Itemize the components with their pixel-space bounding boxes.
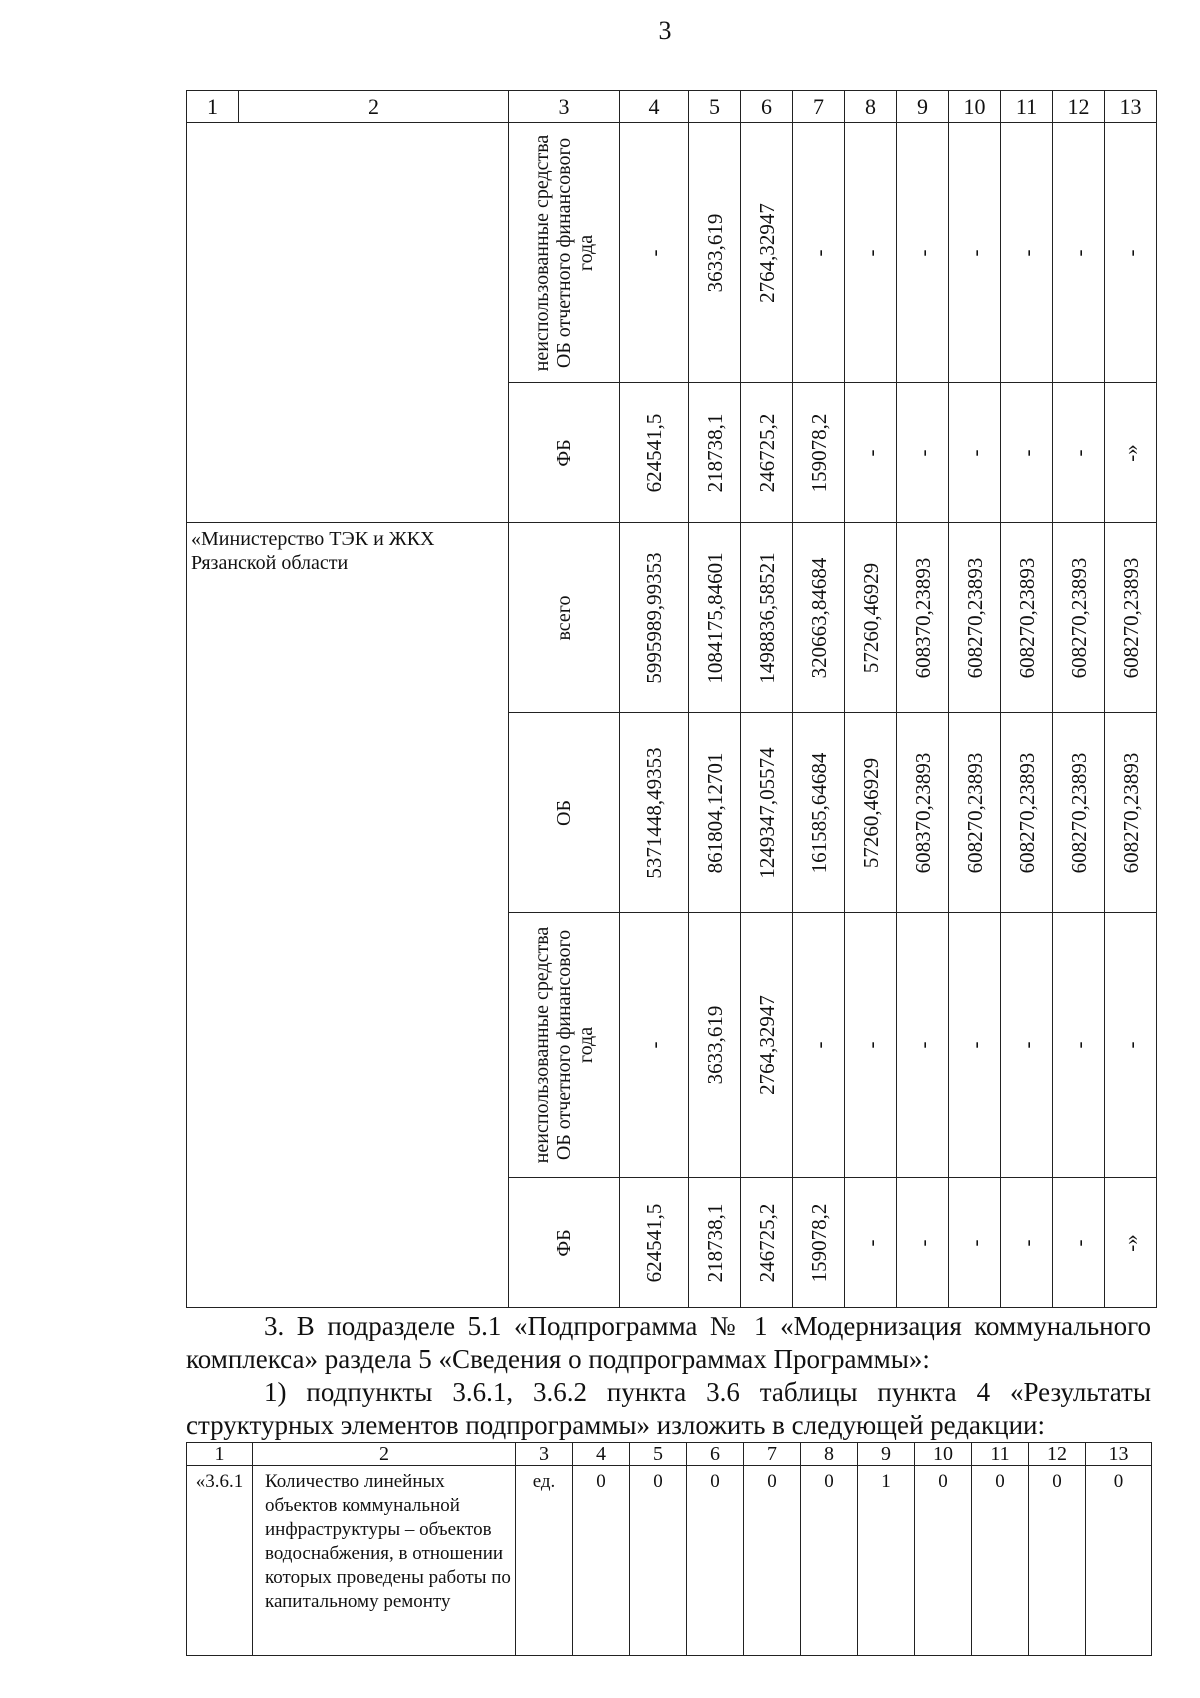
funding-source-cell	[509, 123, 620, 383]
funding-value: -	[858, 249, 883, 256]
funding-value-cell	[949, 383, 1001, 523]
table1-header-cell: 13	[1105, 91, 1157, 123]
funding-value: 1498836,58521	[754, 551, 779, 684]
funding-value: -	[806, 1041, 831, 1049]
funding-value: 57260,46929	[858, 757, 883, 868]
funding-value-cell	[1053, 913, 1105, 1178]
table2-row	[187, 1466, 1152, 1656]
funding-value: 624541,5	[642, 1203, 666, 1282]
funding-value-cell	[741, 523, 793, 713]
item-value: 0	[972, 1466, 1029, 1656]
funding-value: 5371448,49353	[642, 746, 666, 879]
funding-value-cell	[845, 1178, 897, 1308]
funding-value: 159078,2	[806, 1203, 831, 1282]
item-number: «3.6.1	[187, 1466, 253, 1656]
table1-header-cell: 5	[689, 91, 741, 123]
funding-value: -	[1014, 1041, 1039, 1049]
funding-value-cell	[620, 383, 689, 523]
funding-value-cell	[1105, 123, 1157, 383]
funding-value-cell	[897, 913, 949, 1178]
funding-value-cell	[845, 713, 897, 913]
table2-header-cell: 12	[1029, 1443, 1086, 1466]
funding-value: 3633,619	[702, 1005, 727, 1085]
funding-source-label: ФБ	[553, 438, 575, 467]
funding-value: -	[858, 449, 883, 456]
funding-value-cell	[793, 713, 845, 913]
table1-row	[187, 123, 1157, 383]
funding-source-label: ОБ	[553, 799, 575, 826]
funding-value-cell	[1001, 1178, 1053, 1308]
funding-value: 2764,32947	[754, 202, 779, 303]
funding-source-label: неиспользованные средства ОБ отчетного финансового года	[531, 134, 597, 371]
funding-value-cell	[1053, 1178, 1105, 1308]
funding-value-cell	[793, 913, 845, 1178]
funding-value-cell	[1105, 713, 1157, 913]
funding-value: -	[1014, 249, 1039, 256]
funding-value: 608270,23893	[962, 557, 987, 678]
table1-header-cell: 4	[620, 91, 689, 123]
funding-value-cell	[1053, 713, 1105, 913]
funding-value: -»	[1118, 1233, 1143, 1252]
funding-value-cell	[897, 1178, 949, 1308]
funding-value-cell	[689, 1178, 741, 1308]
funding-value: 57260,46929	[858, 562, 883, 673]
table2-header-cell: 2	[253, 1443, 516, 1466]
funding-source-label: ФБ	[553, 1228, 575, 1257]
funding-value: 624541,5	[642, 413, 666, 492]
funding-value: 320663,84684	[806, 557, 831, 678]
funding-value-cell	[741, 913, 793, 1178]
item-value: 0	[687, 1466, 744, 1656]
funding-value: 5995989,99353	[642, 551, 666, 684]
funding-value: 246725,2	[754, 413, 779, 492]
item-value: 0	[630, 1466, 687, 1656]
funding-value-cell	[689, 523, 741, 713]
funding-value-cell	[1001, 713, 1053, 913]
funding-value-cell	[1105, 913, 1157, 1178]
funding-value: -	[1066, 1239, 1091, 1246]
funding-value-cell	[741, 1178, 793, 1308]
funding-value: 608270,23893	[1066, 752, 1091, 873]
funding-source-cell	[509, 383, 620, 523]
paragraph-3: 3. В подразделе 5.1 «Подпрограмма № 1 «Модернизация коммунального комплекса» раздела 5 «Сведения о подпрограммах Программы»:	[186, 1311, 1151, 1374]
funding-value: -	[858, 1239, 883, 1246]
funding-value: -	[1118, 1041, 1143, 1049]
funding-source-cell	[509, 1178, 620, 1308]
funding-value-cell	[689, 713, 741, 913]
funding-table	[186, 90, 1157, 1308]
funding-value-cell	[689, 123, 741, 383]
funding-value-cell	[793, 1178, 845, 1308]
table1-header-cell: 9	[897, 91, 949, 123]
funding-value: 161585,64684	[806, 752, 831, 873]
funding-value: -»	[1118, 443, 1143, 462]
funding-value: 218738,1	[702, 1203, 727, 1282]
funding-value-cell	[949, 913, 1001, 1178]
funding-value-cell	[845, 913, 897, 1178]
item-value: 0	[1086, 1466, 1152, 1656]
item-description: Количество линейных объектов коммунальной инфраструктуры – объектов водоснабжения, в отношении которых проведены работы по капитальному ремонту	[253, 1466, 516, 1656]
funding-value: 1249347,05574	[754, 746, 779, 879]
table1-header-cell: 7	[793, 91, 845, 123]
funding-value-cell	[845, 383, 897, 523]
funding-value-cell	[741, 123, 793, 383]
table2-header-cell: 1	[187, 1443, 253, 1466]
table2-header-cell: 7	[744, 1443, 801, 1466]
table2-header-cell: 9	[858, 1443, 915, 1466]
table1-header-cell: 2	[239, 91, 509, 123]
funding-value: -	[1066, 1041, 1091, 1049]
funding-value: -	[642, 249, 666, 256]
funding-value-cell	[1001, 123, 1053, 383]
table2-header-cell: 5	[630, 1443, 687, 1466]
funding-value-cell	[1001, 523, 1053, 713]
funding-value: -	[806, 249, 831, 256]
funding-value: -	[910, 1041, 935, 1049]
funding-value: -	[1066, 449, 1091, 456]
funding-value-cell	[689, 383, 741, 523]
results-table	[186, 1442, 1152, 1656]
funding-value-cell	[620, 913, 689, 1178]
funding-value-cell	[793, 123, 845, 383]
funding-value-cell	[949, 523, 1001, 713]
funding-value-cell	[1001, 913, 1053, 1178]
funding-value-cell	[741, 713, 793, 913]
funding-value-cell	[620, 1178, 689, 1308]
funding-value: 3633,619	[702, 213, 727, 292]
funding-value: -	[642, 1041, 666, 1049]
funding-value-cell	[793, 523, 845, 713]
item-value: 0	[801, 1466, 858, 1656]
item-value: 1	[858, 1466, 915, 1656]
funding-value: -	[910, 449, 935, 456]
funding-value-cell	[620, 523, 689, 713]
item-value: 0	[915, 1466, 972, 1656]
funding-value-cell	[1001, 383, 1053, 523]
table1-row	[187, 523, 1157, 713]
table2-header-cell: 11	[972, 1443, 1029, 1466]
funding-source-label: неиспользованные средства ОБ отчетного финансового года	[531, 926, 597, 1164]
funding-value-cell	[949, 713, 1001, 913]
table2-header-cell: 3	[516, 1443, 573, 1466]
funding-value: -	[1118, 249, 1143, 256]
funding-value: -	[962, 449, 987, 456]
item-value: 0	[573, 1466, 630, 1656]
funding-value-cell	[845, 123, 897, 383]
funding-value: 608270,23893	[1118, 557, 1143, 678]
funding-value-cell	[1105, 1178, 1157, 1308]
funding-value: 218738,1	[702, 413, 727, 492]
funding-value: 608270,23893	[962, 752, 987, 873]
table1-header-cell: 11	[1001, 91, 1053, 123]
table1-empty-label-cell	[187, 123, 509, 523]
funding-value-cell	[741, 383, 793, 523]
funding-value-cell	[1053, 523, 1105, 713]
funding-value-cell	[897, 383, 949, 523]
funding-source-label: всего	[553, 594, 575, 641]
funding-value-cell	[949, 1178, 1001, 1308]
funding-value-cell	[793, 383, 845, 523]
funding-value: 608270,23893	[1014, 752, 1039, 873]
funding-value: 608270,23893	[1014, 557, 1039, 678]
table2-header-cell: 8	[801, 1443, 858, 1466]
funding-source-cell	[509, 913, 620, 1178]
page-number: 3	[658, 16, 672, 45]
item-unit: ед.	[516, 1466, 573, 1656]
table2-header-cell: 6	[687, 1443, 744, 1466]
funding-value: -	[1014, 449, 1039, 456]
funding-value: -	[1066, 249, 1091, 256]
funding-value-cell	[689, 913, 741, 1178]
funding-source-cell	[509, 523, 620, 713]
paragraph-3-1: 1) подпункты 3.6.1, 3.6.2 пункта 3.6 таблицы пункта 4 «Результаты структурных элементов подпрограммы» изложить в следующей редакции:	[186, 1377, 1151, 1440]
funding-value: -	[910, 249, 935, 256]
funding-value: 159078,2	[806, 413, 831, 492]
funding-value-cell	[897, 713, 949, 913]
funding-value-cell	[897, 523, 949, 713]
table2-header-cell: 13	[1086, 1443, 1152, 1466]
funding-value-cell	[949, 123, 1001, 383]
funding-value-cell	[1105, 383, 1157, 523]
funding-value-cell	[1053, 123, 1105, 383]
funding-value: -	[962, 1041, 987, 1049]
funding-value: -	[858, 1041, 883, 1049]
funding-value: 2764,32947	[754, 995, 779, 1095]
funding-source-cell	[509, 713, 620, 913]
funding-value: -	[962, 249, 987, 256]
table1-header-cell: 6	[741, 91, 793, 123]
ministry-label: «Министерство ТЭК и ЖКХ Рязанской области	[187, 523, 509, 1308]
table1-header-cell: 1	[187, 91, 239, 123]
funding-value: 861804,12701	[702, 752, 727, 873]
funding-value: -	[962, 1239, 987, 1246]
table1-header-cell: 12	[1053, 91, 1105, 123]
funding-value: -	[1014, 1239, 1039, 1246]
funding-value: -	[910, 1239, 935, 1246]
funding-value: 608370,23893	[910, 557, 935, 678]
item-value: 0	[744, 1466, 801, 1656]
table2-header-cell: 4	[573, 1443, 630, 1466]
table1-header-cell: 3	[509, 91, 620, 123]
table1-header-cell: 10	[949, 91, 1001, 123]
funding-value-cell	[897, 123, 949, 383]
item-value: 0	[1029, 1466, 1086, 1656]
funding-value-cell	[845, 523, 897, 713]
funding-value-cell	[1053, 383, 1105, 523]
table1-header-cell: 8	[845, 91, 897, 123]
table2-header-cell: 10	[915, 1443, 972, 1466]
funding-value: 608270,23893	[1066, 557, 1091, 678]
funding-value: 246725,2	[754, 1203, 779, 1282]
funding-value: 1084175,84601	[702, 551, 727, 684]
funding-value: 608370,23893	[910, 752, 935, 873]
funding-value: 608270,23893	[1118, 752, 1143, 873]
funding-value-cell	[620, 713, 689, 913]
funding-value-cell	[1105, 523, 1157, 713]
funding-value-cell	[620, 123, 689, 383]
